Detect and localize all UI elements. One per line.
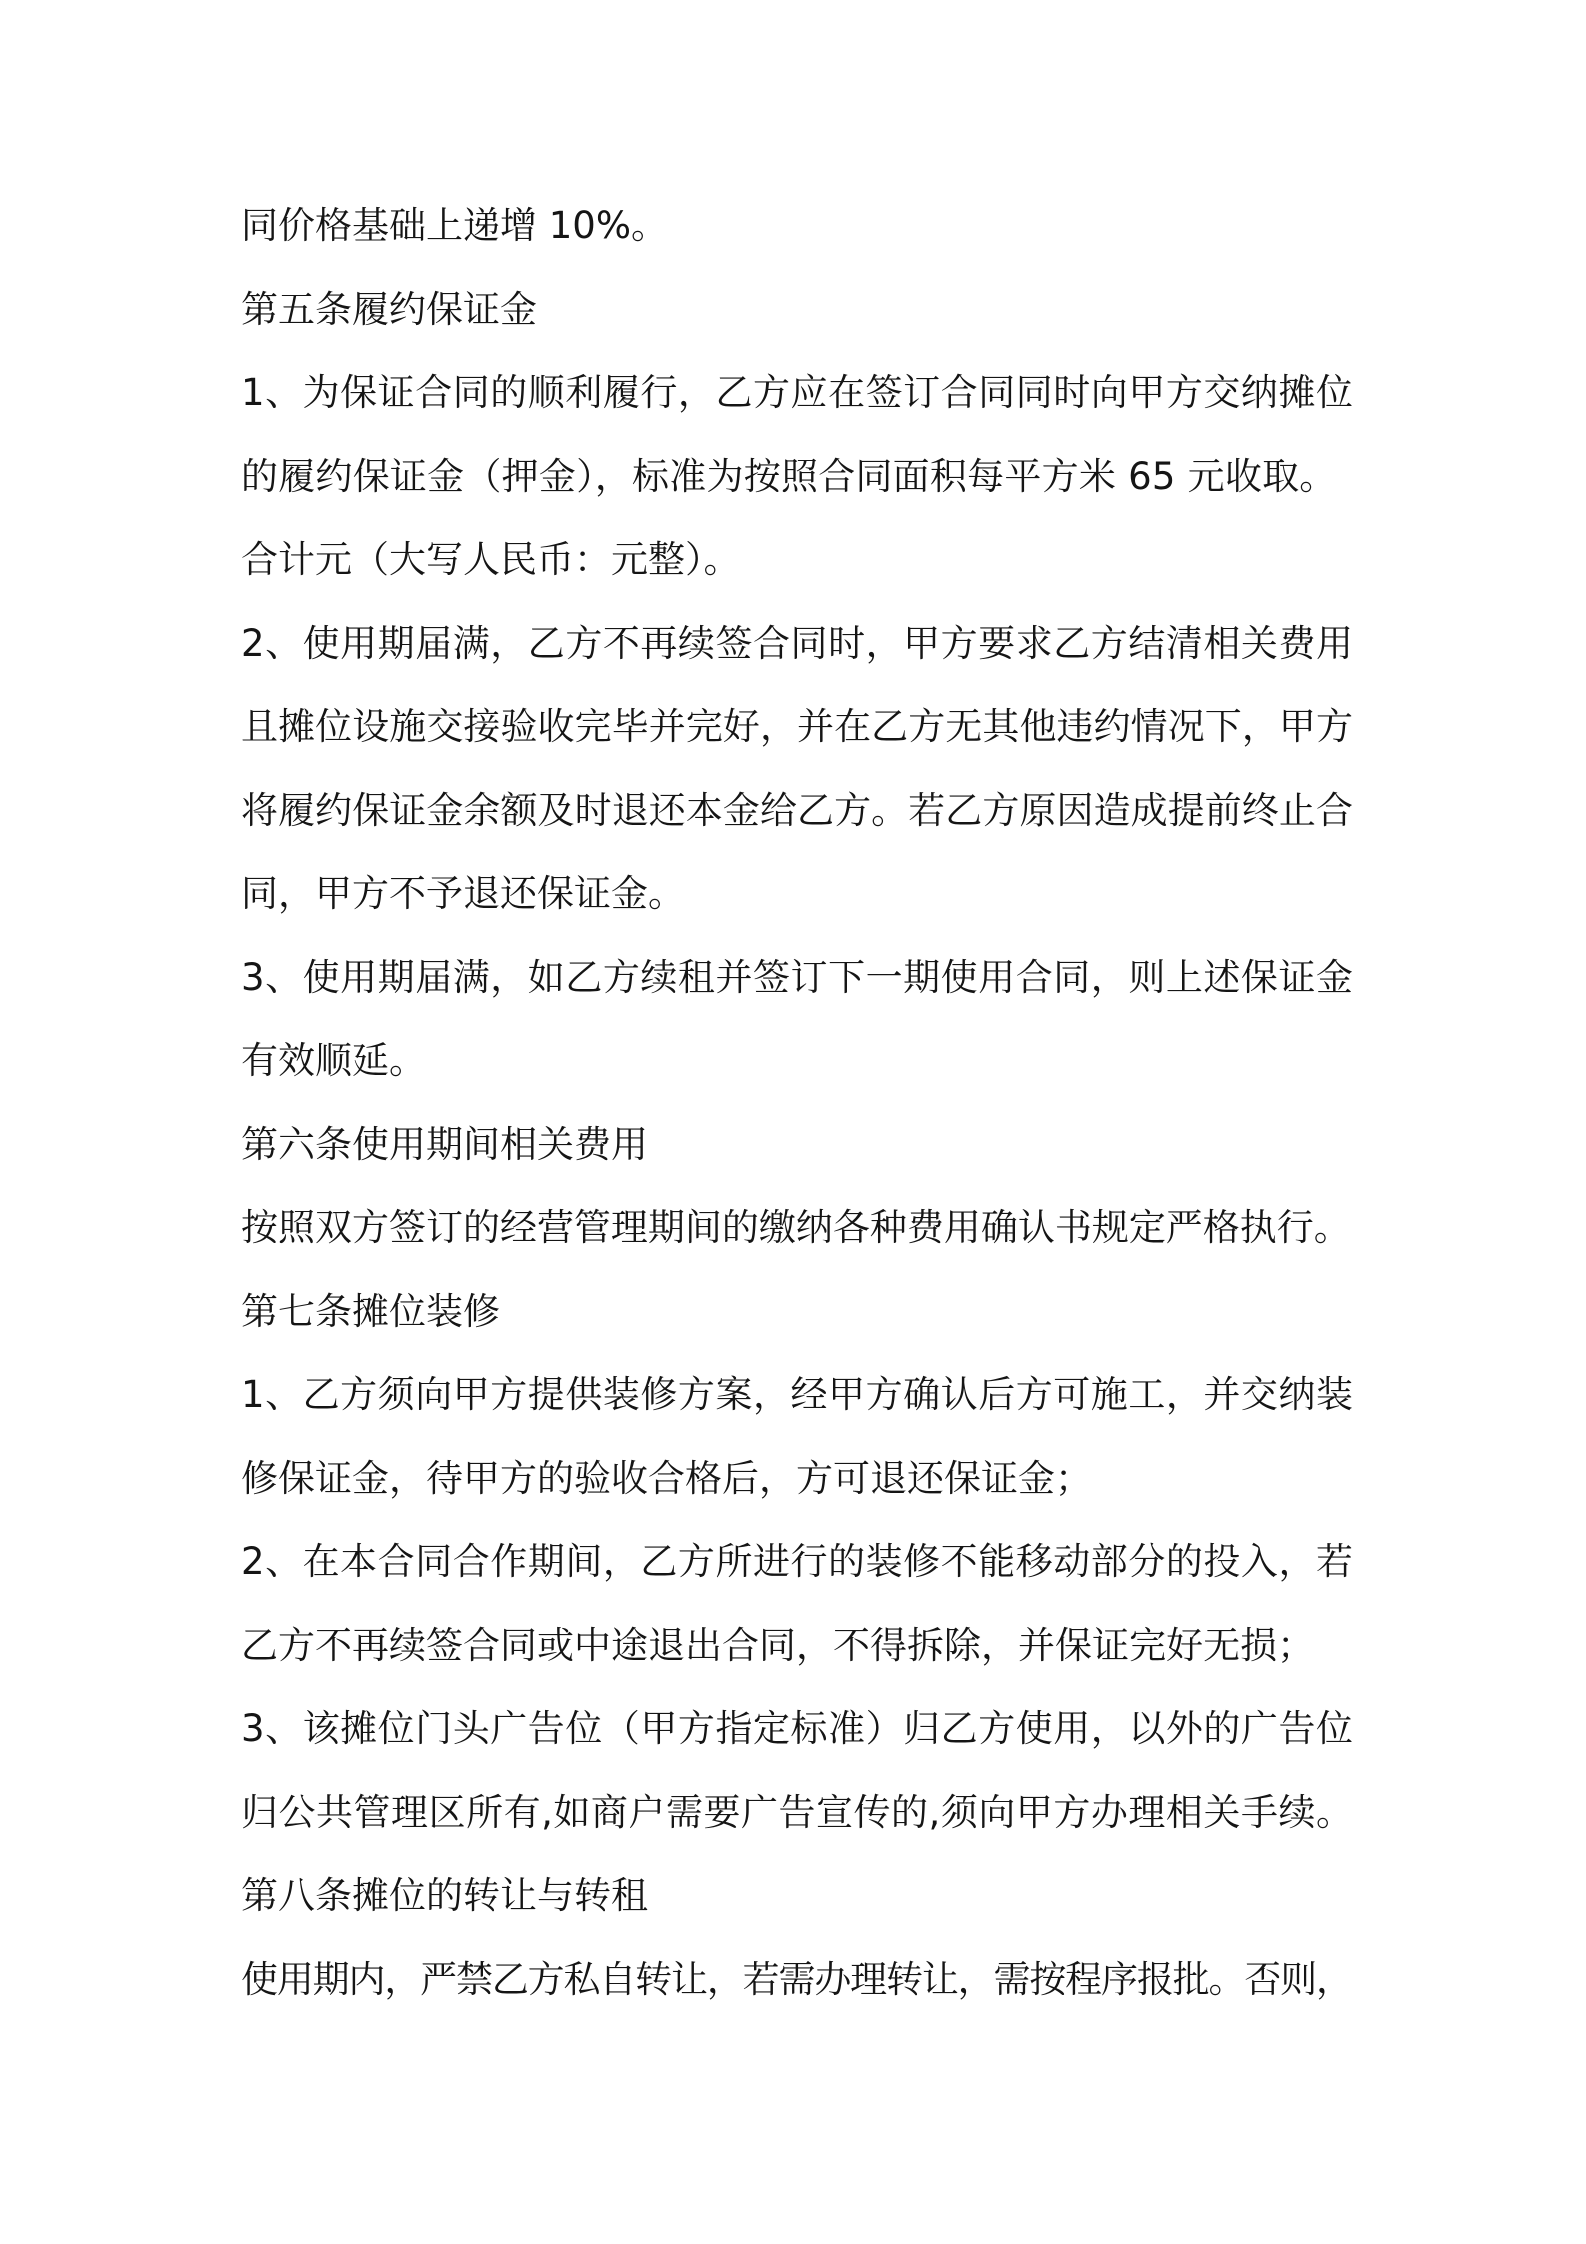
paragraph-line	[241, 602, 1353, 686]
line-text: 乙方不再续签合同或中途退出合同，不得拆除，并保证完好无损；	[241, 1623, 1315, 1667]
line-text: 同价格基础上递增 10%。	[241, 204, 668, 247]
line-text: 1、乙方须向甲方提供装修方案，经甲方确认后方可施工，并交纳装	[241, 1373, 1354, 1416]
line-text: 有效顺延。	[241, 1039, 426, 1082]
paragraph-line	[241, 518, 1353, 602]
line-text: 的履约保证金（押金），标准为按照合同面积每平方米 65 元收取。	[241, 454, 1337, 498]
section-heading-article-7	[241, 1270, 1353, 1354]
line-text: 使用期内，严禁乙方私自转让，若需办理转让，需按程序报批。否则，	[241, 1957, 1352, 2001]
paragraph-line	[241, 351, 1353, 435]
paragraph-line	[241, 852, 1353, 936]
line-text: 将履约保证金余额及时退还本金给乙方。若乙方原因造成提前终止合	[241, 788, 1354, 832]
paragraph-line	[241, 1604, 1353, 1688]
paragraph-line	[241, 1520, 1353, 1604]
line-text: 合计元（大写人民币：元整）。	[241, 538, 741, 581]
paragraph-line	[241, 1771, 1353, 1855]
document-body	[241, 184, 1353, 2021]
heading-text: 第五条履约保证金	[241, 287, 537, 331]
paragraph-line	[241, 1938, 1353, 2022]
section-heading-article-5	[241, 268, 1353, 352]
heading-text: 第六条使用期间相关费用	[241, 1122, 648, 1166]
paragraph-line	[241, 1353, 1353, 1437]
line-text: 修保证金，待甲方的验收合格后，方可退还保证金；	[241, 1456, 1092, 1500]
line-text: 3、该摊位门头广告位（甲方指定标准）归乙方使用，以外的广告位	[241, 1707, 1354, 1750]
paragraph-line	[241, 1437, 1353, 1521]
line-text: 3、使用期届满，如乙方续租并签订下一期使用合同，则上述保证金	[241, 955, 1354, 999]
line-text: 2、使用期届满，乙方不再续签合同时，甲方要求乙方结清相关费用	[241, 621, 1354, 665]
section-heading-article-6	[241, 1103, 1353, 1187]
heading-text: 第八条摊位的转让与转租	[241, 1874, 648, 1917]
paragraph-line	[241, 1687, 1353, 1771]
paragraph-line	[241, 184, 1353, 268]
paragraph-line	[241, 1186, 1353, 1270]
paragraph-line	[241, 685, 1353, 769]
line-text: 2、在本合同合作期间，乙方所进行的装修不能移动部分的投入，若	[241, 1540, 1354, 1583]
heading-text: 第七条摊位装修	[241, 1289, 500, 1333]
paragraph-line	[241, 1019, 1353, 1103]
paragraph-line	[241, 769, 1353, 853]
line-text: 同，甲方不予退还保证金。	[241, 872, 685, 915]
line-text: 按照双方签订的经营管理期间的缴纳各种费用确认书规定严格执行。	[241, 1206, 1351, 1249]
section-heading-article-8	[241, 1854, 1353, 1938]
line-text: 1、为保证合同的顺利履行，乙方应在签订合同同时向甲方交纳摊位	[241, 371, 1354, 414]
line-text: 归公共管理区所有,如商户需要广告宣传的,须向甲方办理相关手续。	[241, 1790, 1354, 1834]
paragraph-line	[241, 936, 1353, 1020]
paragraph-line	[241, 435, 1353, 519]
line-text: 且摊位设施交接验收完毕并完好，并在乙方无其他违约情况下，甲方	[241, 705, 1354, 748]
